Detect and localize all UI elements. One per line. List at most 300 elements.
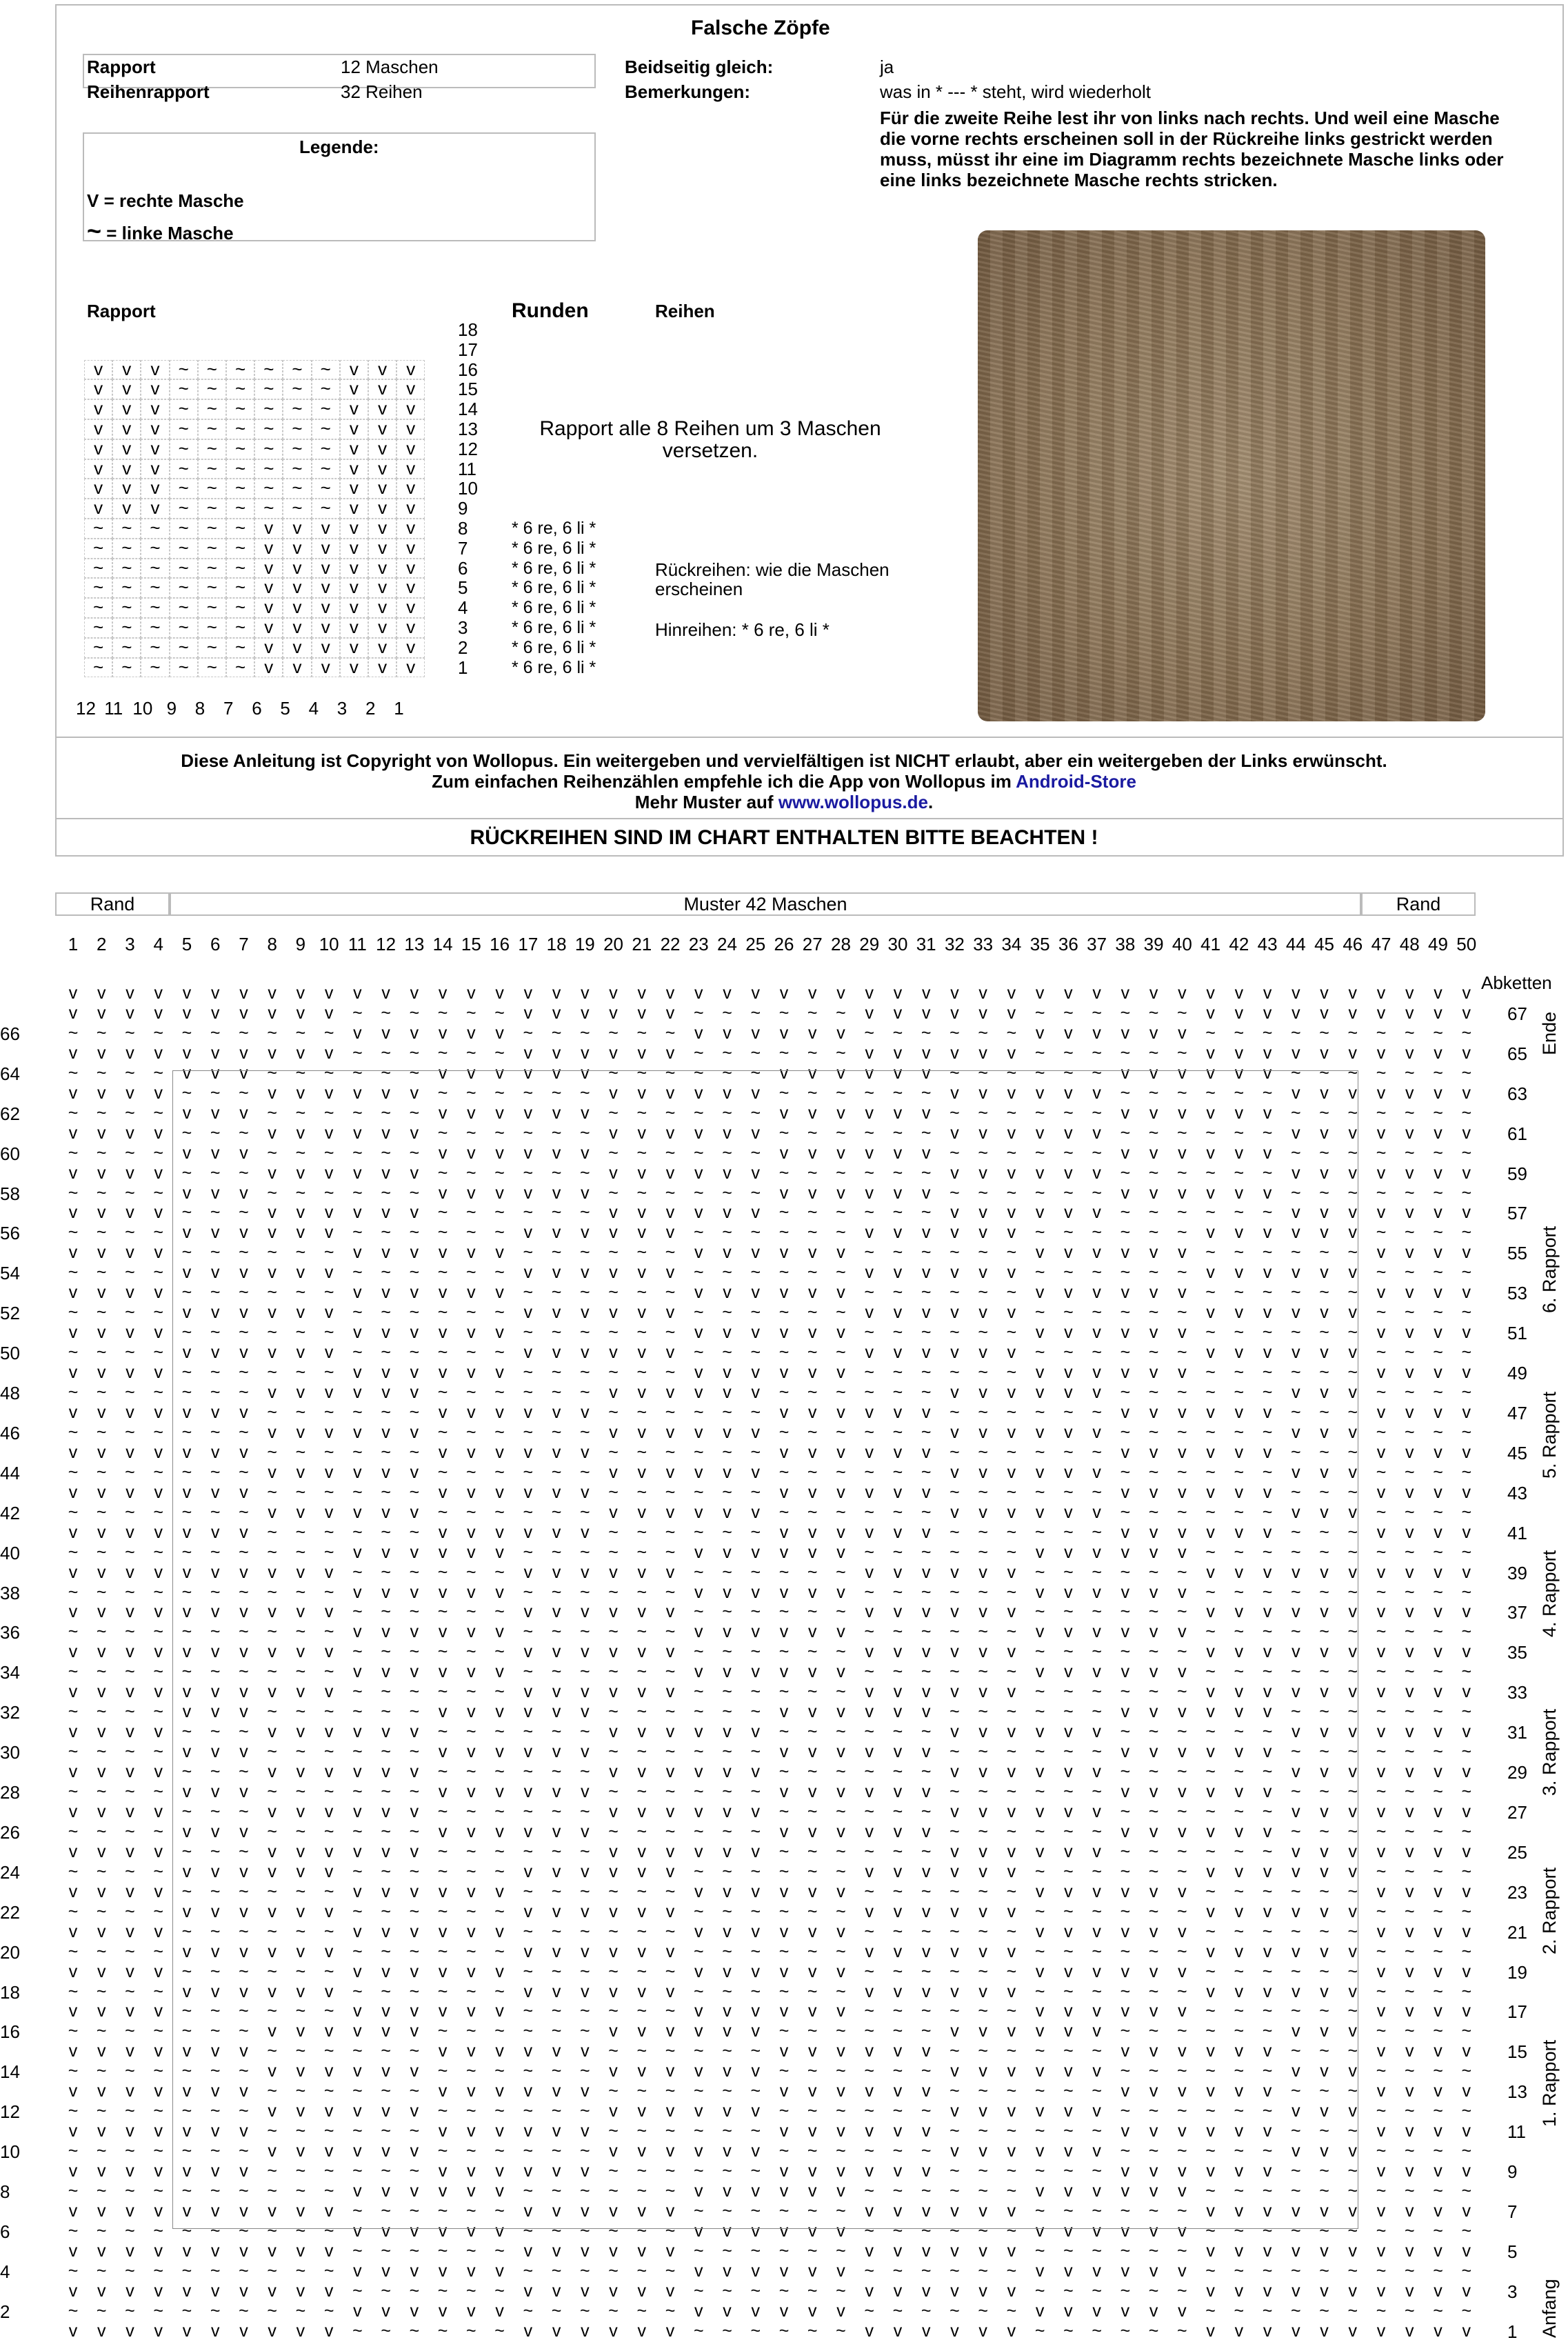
stitch-cell: ~ bbox=[722, 1143, 732, 1163]
stitch-cell: ~ bbox=[210, 2141, 221, 2161]
stitch-cell: ~ bbox=[1006, 1542, 1017, 1562]
stitch-cell: v bbox=[182, 1821, 192, 1841]
stitch-cell: ~ bbox=[1262, 2301, 1273, 2321]
stitch-cell: v bbox=[950, 1422, 959, 1442]
stitch-cell: ~ bbox=[722, 1263, 732, 1283]
stitch-cell: ~ bbox=[778, 1083, 790, 1103]
stitch-cell: ~ bbox=[1006, 1442, 1017, 1462]
rapport-cell: v bbox=[84, 379, 112, 399]
stitch-cell: v bbox=[1092, 1921, 1101, 1941]
stitch-cell: v bbox=[1064, 1283, 1073, 1303]
stitch-cell: ~ bbox=[1262, 2261, 1273, 2281]
stitch-cell: v bbox=[268, 2061, 277, 2081]
stitch-cell: ~ bbox=[1461, 1622, 1472, 1642]
rapport-cell: ~ bbox=[170, 379, 198, 399]
stitch-cell: v bbox=[210, 1003, 220, 1023]
stitch-cell: v bbox=[978, 1861, 987, 1881]
stitch-cell: ~ bbox=[608, 1782, 619, 1801]
stitch-cell: ~ bbox=[466, 2281, 476, 2301]
rapport-cell: v bbox=[283, 598, 311, 618]
stitch-cell: v bbox=[523, 2281, 533, 2301]
stitch-cell: ~ bbox=[323, 1323, 334, 1343]
android-store-link[interactable]: Android-Store bbox=[1016, 771, 1136, 792]
stitch-cell: ~ bbox=[523, 2001, 534, 2021]
runde-instruction: * 6 re, 6 li * bbox=[512, 657, 596, 677]
stitch-cell: ~ bbox=[807, 1163, 818, 1183]
stitch-cell: ~ bbox=[892, 1881, 903, 1901]
stitch-cell: v bbox=[1064, 1363, 1073, 1383]
stitch-cell: v bbox=[779, 1442, 789, 1462]
stitch-cell: ~ bbox=[1291, 2081, 1301, 2101]
stitch-cell: v bbox=[865, 1682, 874, 1702]
rapport-row-number: 17 bbox=[458, 339, 478, 360]
stitch-cell: ~ bbox=[153, 2181, 164, 2201]
stitch-cell: ~ bbox=[1092, 1003, 1102, 1023]
stitch-cell: ~ bbox=[1319, 1063, 1329, 1083]
stitch-cell: ~ bbox=[1347, 1103, 1358, 1123]
stitch-cell: v bbox=[410, 2261, 419, 2281]
stitch-cell: v bbox=[1064, 1462, 1073, 1482]
stitch-cell: ~ bbox=[1319, 1582, 1329, 1602]
stitch-cell: ~ bbox=[949, 1582, 960, 1602]
stitch-cell: v bbox=[978, 1223, 987, 1243]
stitch-cell: v bbox=[1434, 1722, 1443, 1742]
stitch-cell: v bbox=[1434, 1762, 1443, 1782]
stitch-cell: ~ bbox=[523, 1083, 534, 1103]
stitch-cell: v bbox=[1149, 983, 1158, 1003]
stitch-cell: ~ bbox=[665, 1921, 676, 1941]
stitch-cell: v bbox=[637, 1043, 647, 1063]
stitch-cell: v bbox=[353, 1363, 362, 1383]
stitch-cell: ~ bbox=[693, 1402, 704, 1422]
stitch-cell: v bbox=[1007, 1602, 1016, 1622]
stitch-cell: ~ bbox=[1461, 1662, 1472, 1682]
stitch-cell: ~ bbox=[1006, 2161, 1017, 2181]
stitch-cell: ~ bbox=[1234, 2221, 1245, 2241]
stitch-cell: v bbox=[779, 1742, 789, 1762]
stitch-cell: ~ bbox=[409, 1143, 420, 1163]
stitch-cell: ~ bbox=[381, 1941, 391, 1961]
stitch-cell: v bbox=[836, 2081, 845, 2101]
stitch-cell: ~ bbox=[1234, 2181, 1245, 2201]
stitch-cell: ~ bbox=[693, 2241, 704, 2261]
stitch-cell: ~ bbox=[466, 1682, 476, 1702]
stitch-cell: ~ bbox=[949, 1143, 960, 1163]
stitch-cell: ~ bbox=[807, 1123, 818, 1143]
stitch-cell: v bbox=[836, 1702, 845, 1722]
stitch-cell: ~ bbox=[1006, 1582, 1017, 1602]
stitch-cell: ~ bbox=[68, 1103, 79, 1123]
stitch-cell: v bbox=[68, 1522, 78, 1542]
stitch-cell: ~ bbox=[437, 1642, 448, 1662]
stitch-cell: ~ bbox=[1148, 1502, 1159, 1522]
stitch-cell: v bbox=[154, 1921, 163, 1941]
stitch-cell: v bbox=[637, 1263, 647, 1283]
stitch-cell: v bbox=[523, 1043, 533, 1063]
stitch-cell: v bbox=[410, 1323, 419, 1343]
stitch-cell: ~ bbox=[125, 1821, 135, 1841]
stitch-cell: v bbox=[467, 1881, 476, 1901]
stitch-cell: ~ bbox=[636, 1881, 647, 1901]
rapport-cell: ~ bbox=[112, 598, 141, 618]
stitch-cell: ~ bbox=[1347, 2121, 1358, 2141]
stitch-cell: v bbox=[1462, 2121, 1471, 2141]
rapport-cell: ~ bbox=[283, 439, 311, 459]
stitch-cell: ~ bbox=[608, 1662, 619, 1682]
stitch-cell: v bbox=[1263, 1303, 1272, 1323]
stitch-cell: v bbox=[495, 1702, 504, 1722]
rapport-cell: ~ bbox=[312, 439, 340, 459]
stitch-cell: v bbox=[438, 2161, 448, 2181]
stitch-cell: ~ bbox=[323, 1542, 334, 1562]
stitch-cell: ~ bbox=[295, 1402, 306, 1422]
stitch-cell: ~ bbox=[1177, 2201, 1187, 2221]
stitch-cell: v bbox=[723, 2001, 732, 2021]
stitch-cell: ~ bbox=[153, 2261, 164, 2281]
stitch-cell: ~ bbox=[1092, 2201, 1102, 2221]
stitch-cell: v bbox=[353, 2261, 362, 2281]
stitch-cell: v bbox=[125, 1921, 134, 1941]
stitch-cell: ~ bbox=[409, 1782, 420, 1801]
rapport-row-number: 16 bbox=[458, 359, 478, 380]
stitch-cell: v bbox=[239, 1941, 248, 1961]
rapport-cell: ~ bbox=[226, 479, 254, 499]
stitch-cell: v bbox=[921, 1981, 931, 2001]
stitch-cell: v bbox=[1320, 1502, 1329, 1522]
stitch-cell: ~ bbox=[722, 1223, 732, 1243]
stitch-cell: ~ bbox=[323, 1442, 334, 1462]
stitch-cell: v bbox=[324, 1263, 334, 1283]
stitch-cell: v bbox=[1263, 1941, 1272, 1961]
stitch-cell: v bbox=[1035, 1622, 1045, 1642]
stitch-cell: v bbox=[68, 1961, 78, 1981]
chart-row bbox=[0, 2281, 1568, 2301]
stitch-cell: ~ bbox=[722, 2081, 732, 2101]
stitch-cell: ~ bbox=[1177, 1861, 1187, 1881]
stitch-cell: v bbox=[1405, 1961, 1414, 1981]
stitch-cell: ~ bbox=[494, 2141, 505, 2161]
stitch-cell: ~ bbox=[181, 1662, 192, 1682]
stitch-cell: v bbox=[1376, 1881, 1386, 1901]
stitch-cell: v bbox=[381, 1462, 390, 1482]
row-number: 1 bbox=[1507, 2321, 1518, 2342]
stitch-cell: ~ bbox=[295, 1283, 306, 1303]
stitch-cell: v bbox=[807, 1961, 817, 1981]
stitch-cell: v bbox=[1149, 1143, 1158, 1163]
stitch-cell: ~ bbox=[864, 2141, 875, 2161]
stitch-cell: v bbox=[1178, 2121, 1187, 2141]
stitch-cell: ~ bbox=[1291, 1961, 1301, 1981]
stitch-cell: ~ bbox=[1092, 1941, 1102, 1961]
stitch-cell: ~ bbox=[181, 1363, 192, 1383]
stitch-cell: v bbox=[865, 1742, 874, 1762]
stitch-cell: ~ bbox=[608, 1482, 619, 1502]
stitch-cell: ~ bbox=[323, 1482, 334, 1502]
stitch-cell: v bbox=[751, 2221, 760, 2241]
stitch-cell: v bbox=[921, 2281, 931, 2301]
stitch-cell: ~ bbox=[1347, 2081, 1358, 2101]
stitch-cell: v bbox=[410, 1582, 419, 1602]
rapport-cell: ~ bbox=[198, 658, 226, 678]
stitch-cell: v bbox=[1434, 1203, 1443, 1223]
copyright-line3-text: Mehr Muster auf bbox=[634, 792, 774, 812]
stitch-cell: v bbox=[552, 2081, 561, 2101]
stitch-cell: v bbox=[97, 1363, 106, 1383]
stitch-cell: ~ bbox=[409, 1861, 420, 1881]
stitch-cell: ~ bbox=[949, 1442, 960, 1462]
stitch-cell: v bbox=[1263, 1263, 1272, 1283]
stitch-cell: ~ bbox=[1433, 1063, 1443, 1083]
stitch-cell: ~ bbox=[153, 2101, 164, 2121]
stitch-cell: v bbox=[467, 1582, 476, 1602]
stitch-cell: v bbox=[182, 1343, 192, 1363]
stitch-cell: v bbox=[552, 1821, 561, 1841]
stitch-cell: v bbox=[97, 2321, 106, 2341]
stitch-cell: v bbox=[1376, 1163, 1386, 1183]
stitch-cell: v bbox=[296, 1682, 305, 1702]
stitch-cell: v bbox=[978, 1083, 987, 1103]
stitch-cell: v bbox=[1291, 2321, 1300, 2341]
stitch-cell: v bbox=[1320, 2141, 1329, 2161]
stitch-cell: v bbox=[751, 1083, 760, 1103]
stitch-cell: ~ bbox=[1404, 1901, 1415, 1921]
stitch-cell: ~ bbox=[807, 1462, 818, 1482]
stitch-cell: ~ bbox=[750, 1702, 761, 1722]
stitch-cell: ~ bbox=[1148, 1841, 1159, 1861]
stitch-cell: ~ bbox=[921, 2261, 932, 2281]
stitch-cell: ~ bbox=[1433, 1263, 1443, 1283]
stitch-cell: v bbox=[97, 1043, 106, 1063]
stitch-cell: v bbox=[950, 2141, 959, 2161]
stitch-cell: ~ bbox=[409, 1642, 420, 1662]
stitch-cell: ~ bbox=[1262, 1622, 1273, 1642]
stitch-cell: ~ bbox=[181, 1622, 192, 1642]
stitch-cell: ~ bbox=[551, 1662, 562, 1682]
stitch-cell: ~ bbox=[750, 2321, 761, 2341]
stitch-cell: v bbox=[324, 1083, 334, 1103]
stitch-cell: v bbox=[637, 1941, 647, 1961]
stitch-cell: ~ bbox=[1347, 1363, 1358, 1383]
stitch-cell: v bbox=[723, 1203, 732, 1223]
stitch-cell: v bbox=[268, 1163, 277, 1183]
stitch-cell: v bbox=[353, 1203, 362, 1223]
stitch-cell: ~ bbox=[750, 1043, 761, 1063]
stitch-cell: v bbox=[807, 1662, 817, 1682]
rapport-cell: v bbox=[254, 598, 283, 618]
stitch-cell: v bbox=[1348, 1722, 1358, 1742]
stitch-cell: ~ bbox=[96, 1343, 107, 1363]
rapport-cell: ~ bbox=[226, 399, 254, 419]
stitch-cell: v bbox=[495, 2001, 504, 2021]
stitch-cell: v bbox=[438, 1522, 448, 1542]
rapport-cell: v bbox=[368, 658, 396, 678]
stitch-cell: v bbox=[1320, 1762, 1329, 1782]
stitch-cell: v bbox=[268, 1901, 277, 1921]
stitch-cell: ~ bbox=[1120, 1502, 1131, 1522]
rapport-cell: ~ bbox=[170, 559, 198, 579]
stitch-cell: ~ bbox=[1234, 1023, 1245, 1043]
stitch-cell: ~ bbox=[1177, 1801, 1187, 1821]
stitch-cell: v bbox=[1035, 2101, 1045, 2121]
stitch-cell: v bbox=[1320, 983, 1329, 1003]
stitch-cell: v bbox=[523, 2321, 533, 2341]
stitch-cell: v bbox=[97, 1442, 106, 1462]
stitch-cell: ~ bbox=[949, 1742, 960, 1762]
stitch-cell: ~ bbox=[1063, 1981, 1074, 2001]
stitch-cell: ~ bbox=[1234, 1203, 1245, 1223]
rapport-cell: v bbox=[340, 419, 368, 439]
stitch-cell: v bbox=[1291, 1383, 1300, 1402]
stitch-cell: ~ bbox=[295, 1103, 306, 1123]
stitch-cell: v bbox=[1092, 1542, 1101, 1562]
stitch-cell: ~ bbox=[580, 1203, 590, 1223]
stitch-cell: v bbox=[1149, 2121, 1158, 2141]
stitch-cell: v bbox=[836, 1622, 845, 1642]
stitch-cell: ~ bbox=[267, 1323, 277, 1343]
stitch-cell: v bbox=[1376, 2201, 1386, 2221]
rapport-cell: v bbox=[368, 459, 396, 479]
stitch-cell: v bbox=[438, 2261, 448, 2281]
stitch-cell: ~ bbox=[722, 1821, 732, 1841]
stitch-cell: v bbox=[552, 2281, 561, 2301]
stitch-cell: v bbox=[467, 1821, 476, 1841]
stitch-cell: ~ bbox=[1376, 1542, 1387, 1562]
stitch-cell: v bbox=[381, 1582, 390, 1602]
stitch-cell: ~ bbox=[1006, 1881, 1017, 1901]
stitch-cell: ~ bbox=[1319, 1622, 1329, 1642]
rapport-cell: ~ bbox=[226, 559, 254, 579]
stitch-cell: ~ bbox=[892, 1203, 903, 1223]
stitch-cell: v bbox=[694, 1961, 703, 1981]
stitch-cell: ~ bbox=[1347, 1243, 1358, 1263]
stitch-cell: ~ bbox=[750, 1742, 761, 1762]
stitch-cell: v bbox=[268, 1422, 277, 1442]
stitch-cell: v bbox=[1434, 1801, 1443, 1821]
stitch-cell: ~ bbox=[381, 1482, 391, 1502]
stitch-cell: ~ bbox=[807, 1901, 818, 1921]
stitch-cell: ~ bbox=[466, 2101, 476, 2121]
stitch-cell: v bbox=[154, 1283, 163, 1303]
stitch-cell: ~ bbox=[921, 1083, 932, 1103]
stitch-cell: ~ bbox=[494, 1722, 505, 1742]
stitch-cell: v bbox=[978, 1003, 987, 1023]
stitch-cell: ~ bbox=[1404, 1582, 1415, 1602]
stitch-cell: v bbox=[97, 1722, 106, 1742]
stitch-cell: ~ bbox=[693, 1303, 704, 1323]
rapport-cell bbox=[368, 340, 396, 360]
stitch-cell: ~ bbox=[323, 1363, 334, 1383]
rapport-cell: v bbox=[283, 539, 311, 559]
stitch-cell: v bbox=[950, 1861, 959, 1881]
stitch-cell: ~ bbox=[807, 1562, 818, 1582]
stitch-cell: v bbox=[1405, 2121, 1414, 2141]
stitch-cell: v bbox=[807, 1283, 817, 1303]
stitch-cell: v bbox=[1348, 1981, 1358, 2001]
stitch-cell: v bbox=[1348, 1762, 1358, 1782]
stitch-cell: ~ bbox=[239, 1662, 249, 1682]
stitch-cell: ~ bbox=[1404, 1023, 1415, 1043]
stitch-cell: v bbox=[950, 1223, 959, 1243]
stitch-cell: ~ bbox=[722, 1183, 732, 1203]
stitch-cell: ~ bbox=[892, 1283, 903, 1303]
stitch-cell: v bbox=[239, 1642, 248, 1662]
stitch-cell: ~ bbox=[153, 1263, 164, 1283]
stitch-cell: ~ bbox=[267, 1143, 277, 1163]
stitch-cell: ~ bbox=[693, 1343, 704, 1363]
stitch-cell: ~ bbox=[1205, 1163, 1216, 1183]
stitch-cell: ~ bbox=[1234, 1363, 1245, 1383]
anfang-label: Anfang bbox=[1539, 2279, 1560, 2338]
stitch-cell: ~ bbox=[1234, 2261, 1245, 2281]
stitch-cell: v bbox=[694, 2221, 703, 2241]
stitch-cell: ~ bbox=[1034, 1103, 1045, 1123]
stitch-cell: ~ bbox=[1262, 1283, 1273, 1303]
stitch-cell: v bbox=[1376, 2161, 1386, 2181]
stitch-cell: ~ bbox=[295, 1442, 306, 1462]
stitch-cell: v bbox=[779, 1582, 789, 1602]
stitch-cell: v bbox=[609, 1383, 618, 1402]
stitch-cell: v bbox=[665, 1562, 675, 1582]
stitch-cell: v bbox=[1320, 1303, 1329, 1323]
stitch-cell: ~ bbox=[608, 1243, 619, 1263]
stitch-cell: v bbox=[581, 1103, 590, 1123]
stitch-cell: v bbox=[1035, 1502, 1045, 1522]
stitch-cell: ~ bbox=[210, 1881, 221, 1901]
stitch-cell: v bbox=[723, 2221, 732, 2241]
stitch-cell: v bbox=[495, 983, 504, 1003]
rapport-cell: v bbox=[340, 499, 368, 519]
stitch-cell: v bbox=[1320, 1383, 1329, 1402]
stitch-cell: ~ bbox=[921, 1023, 932, 1043]
stitch-cell: v bbox=[1320, 2061, 1329, 2081]
stitch-cell: v bbox=[1064, 2301, 1073, 2321]
stitch-cell: ~ bbox=[1291, 1622, 1301, 1642]
stitch-cell: v bbox=[381, 1363, 390, 1383]
stitch-cell: v bbox=[495, 1063, 504, 1083]
stitch-cell: ~ bbox=[864, 1422, 875, 1442]
stitch-cell: ~ bbox=[1347, 1402, 1358, 1422]
wollopus-link[interactable]: www.wollopus.de bbox=[778, 792, 928, 812]
stitch-cell: v bbox=[779, 1522, 789, 1542]
stitch-cell: v bbox=[268, 1562, 277, 1582]
stitch-cell: ~ bbox=[665, 1881, 676, 1901]
stitch-cell: ~ bbox=[1291, 2001, 1301, 2021]
stitch-cell: ~ bbox=[750, 1642, 761, 1662]
stitch-cell: ~ bbox=[750, 1782, 761, 1801]
row-number: 7 bbox=[1507, 2201, 1518, 2222]
stitch-cell: v bbox=[1376, 2041, 1386, 2061]
stitch-cell: v bbox=[1007, 1682, 1016, 1702]
stitch-cell: v bbox=[1376, 1243, 1386, 1263]
stitch-cell: v bbox=[1348, 1223, 1358, 1243]
stitch-cell: ~ bbox=[466, 1462, 476, 1482]
stitch-cell: ~ bbox=[665, 2121, 676, 2141]
stitch-cell: v bbox=[1462, 1283, 1471, 1303]
stitch-cell: ~ bbox=[1006, 1243, 1017, 1263]
stitch-cell: v bbox=[723, 1083, 732, 1103]
stitch-cell: v bbox=[1178, 1482, 1187, 1502]
stitch-cell: v bbox=[1405, 1762, 1414, 1782]
stitch-cell: v bbox=[1007, 2241, 1016, 2261]
stitch-cell: ~ bbox=[836, 2021, 846, 2041]
stitch-cell: ~ bbox=[437, 1303, 448, 1323]
stitch-cell: v bbox=[324, 1861, 334, 1881]
stitch-cell: v bbox=[552, 1782, 561, 1801]
stitch-cell: ~ bbox=[437, 2281, 448, 2301]
stitch-cell: ~ bbox=[1034, 1043, 1045, 1063]
rapport-cell: v bbox=[340, 638, 368, 658]
stitch-cell: v bbox=[807, 1702, 817, 1722]
